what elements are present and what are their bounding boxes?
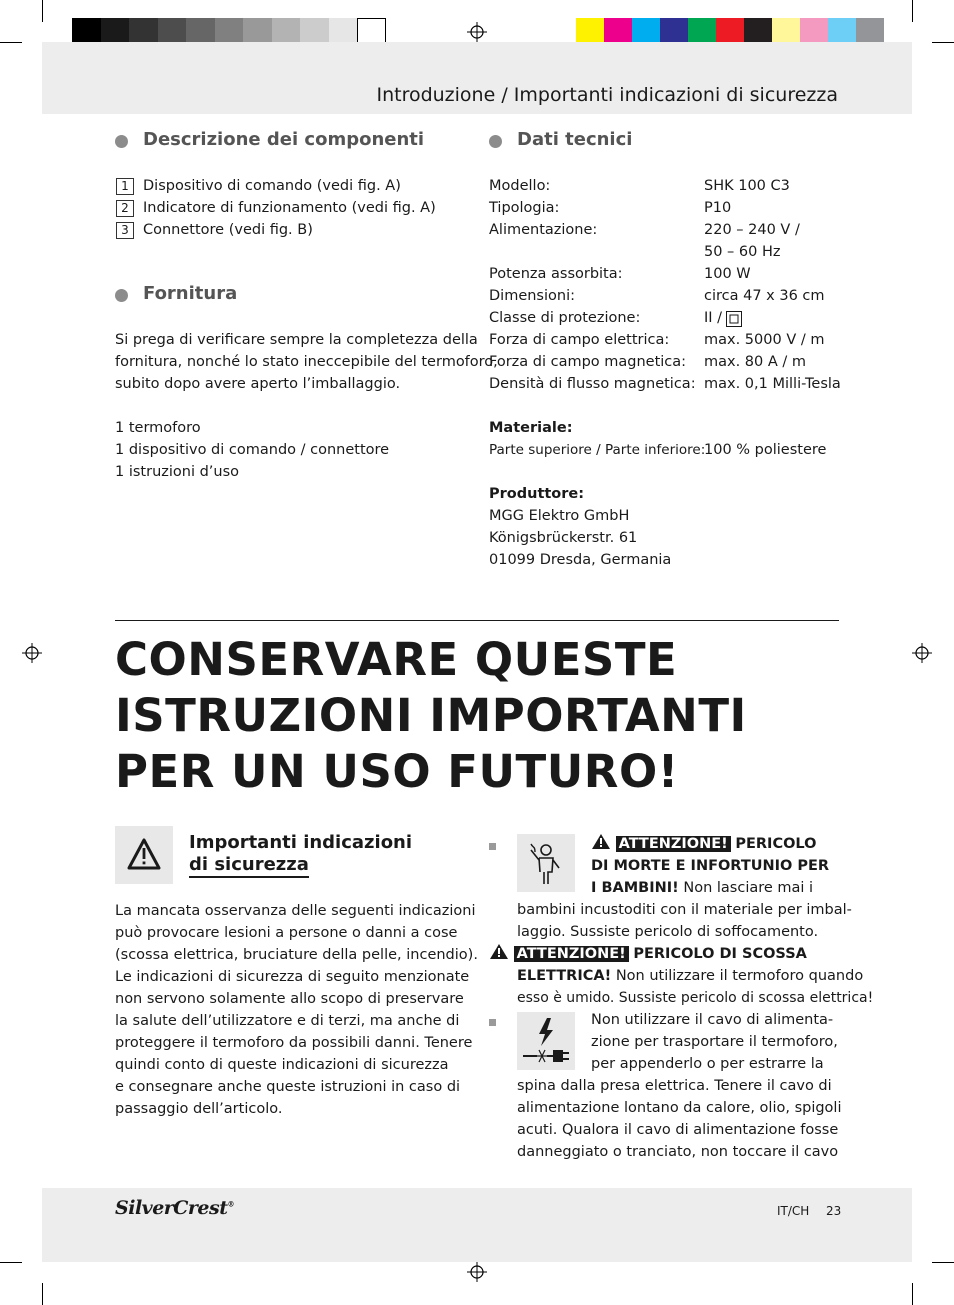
warning-shock-line: esso è umido. Sussiste pericolo di scossa elettrica!	[517, 990, 874, 1006]
components-heading: Descrizione dei componenti	[143, 129, 425, 150]
title-line: ISTRUZIONI IMPORTANTI	[115, 689, 747, 742]
registration-mark-icon	[22, 643, 42, 663]
crop-mark	[0, 1262, 22, 1263]
safety-paragraph-line: può provocare lesioni a persone o danni a cose	[115, 925, 458, 941]
warning-bold: ELETTRICA!	[517, 968, 612, 984]
spec-value: max. 0,1 Milli-Tesla	[704, 376, 841, 392]
warning-child-line: bambini incustoditi con il materiale per imbal-	[517, 902, 852, 918]
warning-bold: PERICOLO DI SCOSSA	[633, 946, 807, 962]
spec-label: Alimentazione:	[489, 222, 598, 238]
cable-warning-line: Non utilizzare il cavo di alimenta-	[591, 1012, 834, 1028]
supply-intro-line: Si prega di verificare sempre la completezza della	[115, 332, 478, 348]
safety-heading-line: di sicurezza	[189, 854, 309, 878]
crop-mark	[912, 0, 913, 22]
brand-logo: SilverCrest®	[115, 1197, 234, 1219]
component-label: Dispositivo di comando (vedi fig. A)	[143, 178, 401, 194]
producer-line: MGG Elektro GmbH	[489, 508, 630, 524]
spec-value: 50 – 60 Hz	[704, 244, 781, 260]
warning-triangle-icon	[591, 833, 611, 850]
supply-item: 1 termoforo	[115, 420, 201, 436]
spec-value: 220 – 240 V /	[704, 222, 800, 238]
spec-label: Forza di campo elettrica:	[489, 332, 670, 348]
spec-value: II /	[704, 310, 723, 326]
warning-child-line: DI MORTE E INFORTUNIO PER	[591, 858, 830, 874]
crop-mark	[42, 1283, 43, 1305]
brand-name: SilverCrest	[115, 1197, 228, 1219]
component-label: Connettore (vedi fig. B)	[143, 222, 313, 238]
safety-paragraph-line: e consegnare anche queste istruzioni in caso di	[115, 1079, 461, 1095]
footer-locale: IT/CH	[777, 1204, 810, 1218]
crop-mark	[42, 0, 43, 22]
registration-mark-icon	[912, 643, 932, 663]
attention-tag: ATTENZIONE!	[514, 946, 629, 962]
spec-label: Dimensioni:	[489, 288, 575, 304]
section-bullet-icon	[115, 289, 128, 302]
registration-mark-icon	[467, 1262, 487, 1282]
spec-label: Tipologia:	[489, 200, 560, 216]
cable-warning-line: acuti. Qualora il cavo di alimentazione fosse	[517, 1122, 839, 1138]
safety-paragraph-line: proteggere il termoforo da possibili danni. Tenere	[115, 1035, 473, 1051]
producer-line: 01099 Dresda, Germania	[489, 552, 672, 568]
spec-value: circa 47 x 36 cm	[704, 288, 825, 304]
safety-paragraph-line: quindi conto di queste indicazioni di sicurezza	[115, 1057, 449, 1073]
supply-heading: Fornitura	[143, 283, 238, 304]
safety-heading-line: Importanti indicazioni	[189, 832, 413, 853]
spec-value: 100 W	[704, 266, 751, 282]
component-number: 2	[116, 200, 134, 217]
spec-value: max. 80 A / m	[704, 354, 807, 370]
page-number: 23	[826, 1204, 842, 1218]
safety-paragraph-line: Le indicazioni di sicurezza di seguito menzionate	[115, 969, 470, 985]
list-bullet-icon	[489, 1019, 496, 1026]
safety-paragraph-line: (scossa elettrica, bruciature della pelle, incendio).	[115, 947, 478, 963]
warning-text: Non utilizzare il termoforo quando	[615, 968, 864, 984]
warning-shock-line	[517, 965, 863, 987]
safety-paragraph-line: passaggio dell’articolo.	[115, 1101, 283, 1117]
warning-text: Non lasciare mai i	[683, 880, 814, 896]
material-label: Parte superiore / Parte inferiore:	[489, 442, 706, 458]
class-ii-icon	[726, 311, 742, 327]
crop-mark	[0, 42, 22, 43]
component-number: 3	[116, 222, 134, 239]
supply-intro-line: fornitura, nonché lo stato ineccepibile del termoforo,	[115, 354, 498, 370]
child-hazard-icon	[517, 834, 575, 892]
crop-mark	[932, 1262, 954, 1263]
safety-paragraph-line: la salute dell’utilizzatore e di terzi, ma anche di	[115, 1013, 460, 1029]
specs-heading: Dati tecnici	[517, 129, 633, 150]
section-bullet-icon	[489, 135, 502, 148]
warning-child-line	[591, 877, 813, 899]
spec-label: Densità di flusso magnetica:	[489, 376, 696, 392]
cable-warning-line: alimentazione lontano da calore, olio, spigoli	[517, 1100, 842, 1116]
warning-bold: I BAMBINI!	[591, 880, 679, 896]
warning-triangle-icon	[115, 826, 173, 884]
warning-child-line: laggio. Sussiste pericolo di soffocamento.	[517, 924, 819, 940]
material-value: 100 % poliestere	[704, 442, 827, 458]
title-line: PER UN USO FUTURO!	[115, 745, 679, 798]
producer-line: Königsbrückerstr. 61	[489, 530, 638, 546]
supply-item: 1 istruzioni d’uso	[115, 464, 240, 480]
title-line: CONSERVARE QUESTE	[115, 633, 678, 686]
warning-child-line	[591, 833, 816, 855]
registration-mark-icon	[467, 22, 487, 42]
section-divider	[115, 620, 839, 621]
cable-hazard-icon	[517, 1012, 575, 1070]
supply-intro-line: subito dopo avere aperto l’imballaggio.	[115, 376, 401, 392]
component-number: 1	[116, 178, 134, 195]
attention-tag: ATTENZIONE!	[616, 836, 731, 852]
spec-value: P10	[704, 200, 732, 216]
spec-value: max. 5000 V / m	[704, 332, 825, 348]
supply-item: 1 dispositivo di comando / connettore	[115, 442, 390, 458]
cable-warning-pictogram	[517, 1012, 575, 1070]
crop-mark	[932, 42, 954, 43]
warning-shock-line	[489, 943, 807, 965]
warning-bold: PERICOLO	[735, 836, 817, 852]
material-heading: Materiale:	[489, 420, 573, 436]
warning-triangle-icon	[489, 943, 509, 960]
cable-warning-line: per appenderlo o per estrarre la	[591, 1056, 824, 1072]
keep-instructions-title	[115, 632, 747, 800]
cable-warning-line: spina dalla presa elettrica. Tenere il cavo di	[517, 1078, 832, 1094]
spec-label: Classe di protezione:	[489, 310, 641, 326]
cable-warning-line: zione per trasportare il termoforo,	[591, 1034, 838, 1050]
list-bullet-icon	[489, 843, 496, 850]
page-title: Introduzione / Importanti indicazioni di sicurezza	[376, 84, 838, 106]
cable-warning-line: danneggiato o tranciato, non toccare il cavo	[517, 1144, 839, 1160]
section-bullet-icon	[115, 135, 128, 148]
safety-paragraph-line: La mancata osservanza delle seguenti indicazioni	[115, 903, 476, 919]
crop-mark	[912, 1283, 913, 1305]
spec-value: SHK 100 C3	[704, 178, 790, 194]
child-warning-pictogram	[517, 834, 575, 892]
spec-label: Modello:	[489, 178, 551, 194]
safety-paragraph-line: non servono solamente allo scopo di preservare	[115, 991, 464, 1007]
spec-label: Forza di campo magnetica:	[489, 354, 687, 370]
spec-label: Potenza assorbita:	[489, 266, 623, 282]
producer-heading: Produttore:	[489, 486, 585, 502]
component-label: Indicatore di funzionamento (vedi fig. A)	[143, 200, 436, 216]
warning-triangle-box	[115, 826, 173, 884]
